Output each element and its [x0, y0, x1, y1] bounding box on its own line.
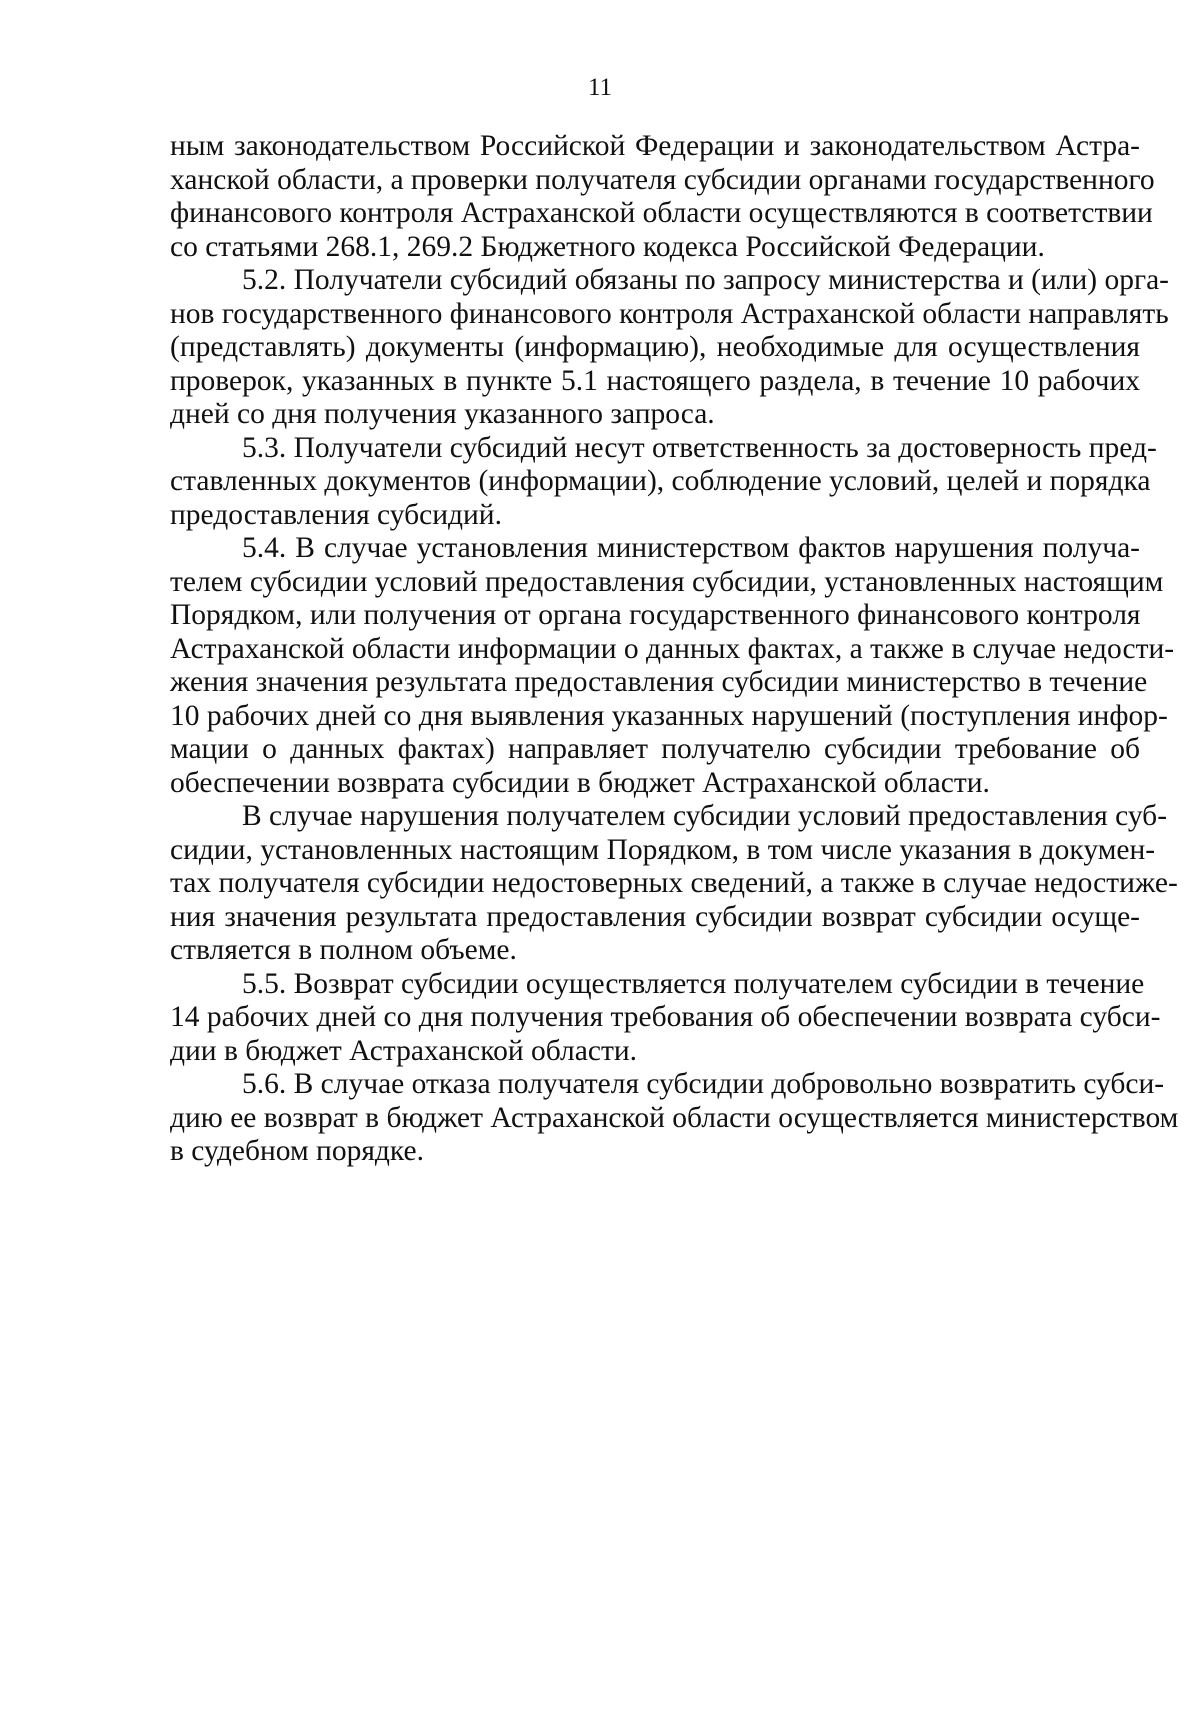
- text-line: жения значения результата предоставления субсидии министерство в течение: [170, 666, 1148, 698]
- page-number: 11: [587, 74, 613, 101]
- text-line: ханской области, а проверки получателя субсидии органами государственного: [170, 163, 1155, 196]
- paragraph-p-5-4: [170, 532, 1175, 800]
- text-line: Порядком, или получения от органа государственного финансового контроля: [170, 599, 1141, 631]
- text-line: В случае нарушения получателем субсидии условий предоставления суб-: [242, 800, 1168, 832]
- text-line: нов государственного финансового контроля Астраханской области направлять: [170, 297, 1169, 330]
- text-line: ствляется в полном объеме.: [170, 934, 517, 966]
- text-line: 5.3. Получатели субсидий несут ответственность за достоверность пред-: [242, 431, 1157, 464]
- text-line: тах получателя субсидии недостоверных сведений, а также в случае недостиже-: [170, 867, 1178, 899]
- text-line: проверок, указанных в пункте 5.1 настоящего раздела, в течение 10 рабочих: [170, 364, 1140, 397]
- text-line: обеспечении возврата субсидии в бюджет Астраханской области.: [170, 766, 990, 799]
- text-line: 5.5. Возврат субсидии осуществляется получателем субсидии в течение: [242, 967, 1145, 1000]
- text-line: сидии, установленных настоящим Порядком, в том числе указания в докумен-: [170, 833, 1156, 866]
- text-line: телем субсидии условий предоставления субсидии, установленных настоящим: [170, 565, 1164, 598]
- text-line: предоставления субсидий.: [170, 498, 502, 531]
- paragraph-p-continuation: [170, 130, 1155, 264]
- paragraph-p-5-6: [170, 1068, 1179, 1169]
- text-line: ным законодательством Российской Федерации и законодательством Астра-: [170, 130, 1140, 162]
- text-line: 14 рабочих дней со дня получения требования об обеспечении возврата субси-: [170, 1001, 1161, 1033]
- text-line: Астраханской области информации о данных фактах, а также в случае недости-: [170, 632, 1175, 665]
- document-body: [170, 130, 1179, 1169]
- paragraph-p-5-5: [170, 967, 1161, 1069]
- text-line: мации о данных фактах) направляет получателю субсидии требование об: [170, 733, 1140, 765]
- text-line: 10 рабочих дней со дня выявления указанных нарушений (поступления инфор-: [170, 699, 1168, 732]
- paragraph-p-5-4-violation: [170, 800, 1178, 968]
- text-line: дии в бюджет Астраханской области.: [170, 1034, 638, 1067]
- paragraph-p-5-2: [170, 264, 1170, 432]
- text-line: дию ее возврат в бюджет Астраханской области осуществляется министерством: [170, 1101, 1179, 1134]
- text-line: ния значения результата предоставления субсидии возврат субсидии осуще-: [170, 900, 1140, 933]
- text-line: (представлять) документы (информацию), необходимые для осуществления: [170, 331, 1140, 363]
- text-line: 5.4. В случае установления министерством фактов нарушения получа-: [242, 532, 1140, 564]
- paragraph-p-5-3: [170, 431, 1157, 533]
- text-line: финансового контроля Астраханской области осуществляются в соответствии: [170, 197, 1153, 229]
- text-line: 5.6. В случае отказа получателя субсидии добровольно возвратить субси-: [242, 1068, 1165, 1100]
- text-line: ставленных документов (информации), соблюдение условий, целей и порядка: [170, 465, 1151, 497]
- text-line: в судебном порядке.: [170, 1135, 424, 1167]
- text-line: со статьями 268.1, 269.2 Бюджетного кодекса Российской Федерации.: [170, 230, 1045, 263]
- text-line: дней со дня получения указанного запроса.: [170, 398, 715, 430]
- text-line: 5.2. Получатели субсидий обязаны по запросу министерства и (или) орга-: [242, 264, 1170, 296]
